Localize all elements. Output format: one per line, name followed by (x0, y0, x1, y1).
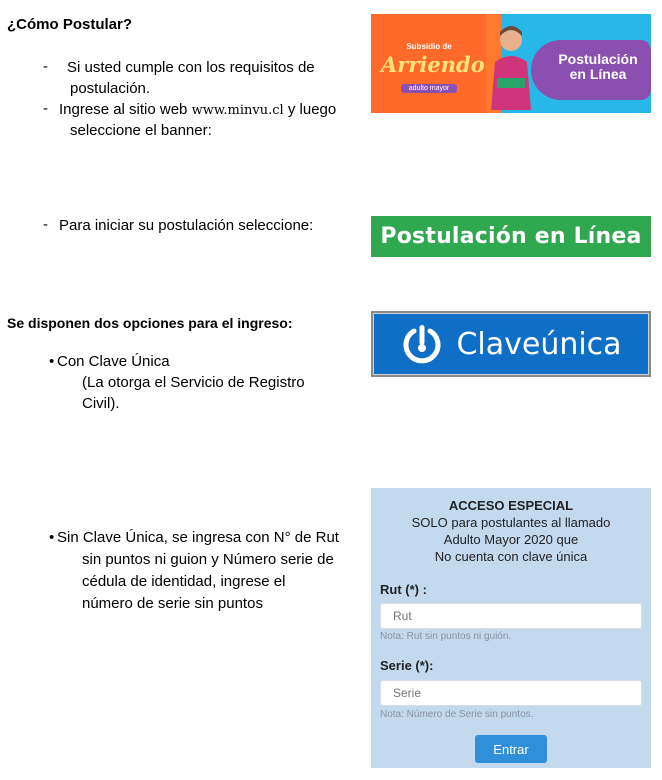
bullet2-line2: seleccione el banner: (70, 122, 212, 139)
rut-label: Rut (*) : (380, 582, 427, 597)
power-icon (400, 322, 444, 366)
elderly-woman-illustration (489, 22, 533, 110)
bullet3-text: Para iniciar su postulación seleccione: (59, 217, 314, 234)
opt1-line2: (La otorga el Servicio de Registro (82, 374, 305, 391)
dash-bullet: - (43, 216, 48, 233)
banner-post-line2: en Línea (569, 66, 627, 82)
opt2-line3: cédula de identidad, ingrese el (82, 573, 286, 590)
postulacion-en-linea-button[interactable]: Postulación en Línea (371, 216, 651, 257)
panel-subtitle-line3: No cuenta con clave única (434, 549, 588, 564)
panel-subtitle-line2: Adulto Mayor 2020 que (443, 532, 579, 547)
bullet1-line1: Si usted cumple con los requisitos de (67, 59, 315, 76)
dash-bullet: - (43, 100, 48, 117)
claveunica-button[interactable] (371, 311, 651, 377)
banner-subsidio-text: Subsidio de (406, 42, 452, 51)
bullet1-line2: postulación. (70, 80, 151, 97)
claveunica-inner (373, 313, 649, 375)
claveunica-label: Claveúnica (456, 326, 622, 362)
rut-note: Nota: Rut sin puntos ni guión. (380, 631, 512, 642)
banner-postulacion-text (546, 52, 650, 82)
panel-subtitle (371, 514, 651, 565)
subsidio-arriendo-banner[interactable] (371, 14, 651, 113)
bullet2-line1 (59, 100, 336, 121)
opt1-line1: Con Clave Única (57, 353, 170, 370)
opt2-line4: número de serie sin puntos (82, 595, 263, 612)
panel-subtitle-line1: SOLO para postulantes al llamado (411, 515, 611, 530)
serie-note: Nota: Número de Serie sin puntos. (380, 709, 534, 720)
banner-post-line1: Postulación (558, 51, 638, 67)
acceso-especial-panel (371, 488, 651, 768)
bullet-dot: • (49, 353, 55, 370)
banner-adulto-text: adulto mayor (401, 84, 457, 93)
heading-opciones: Se disponen dos opciones para el ingreso: (7, 315, 293, 331)
opt1-line3: Civil). (82, 395, 120, 412)
panel-title: ACCESO ESPECIAL (448, 498, 574, 513)
minvu-link[interactable]: www.minvu.cl (191, 103, 284, 118)
opt2-line2: sin puntos ni guion y Número serie de (82, 551, 334, 568)
serie-input[interactable] (380, 680, 642, 706)
bullet2-prefix: Ingrese al sitio web (59, 101, 188, 118)
entrar-button[interactable]: Entrar (475, 735, 547, 763)
heading-como-postular: ¿Cómo Postular? (7, 16, 133, 33)
opt2-line1: Sin Clave Única, se ingresa con N° de Rut (57, 529, 339, 546)
rut-input[interactable] (380, 603, 642, 629)
banner-arriendo-text: Arriendo (381, 52, 485, 77)
serie-label: Serie (*): (380, 658, 434, 673)
bullet2-suffix: y luego (287, 101, 337, 118)
bullet-dot: • (49, 529, 55, 546)
dash-bullet: - (43, 58, 48, 75)
